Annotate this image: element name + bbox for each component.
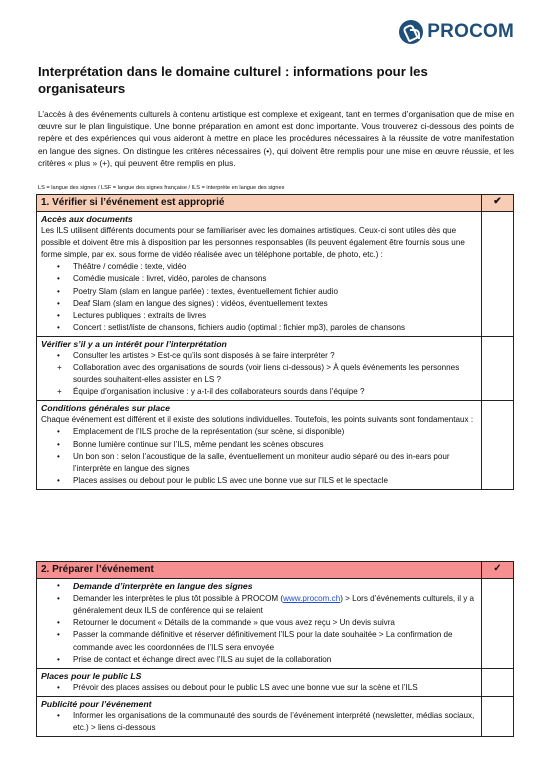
list-item: • Deaf Slam (slam en langue des signes) : vidéos, éventuellement textes	[57, 298, 328, 308]
interest-cell	[37, 336, 482, 400]
list-item: • Comédie musicale : livret, vidéo, paroles de chansons	[57, 274, 267, 284]
list-item: + Équipe d’organisation inclusive : y a-t-il des collaborateurs sourds dans l’équipe ?	[57, 387, 365, 397]
list-item: • Informer les organisations de la communauté des sourds de l’événement interprété (newsletter, médias sociaux, etc.) > liens ci-dessous	[57, 710, 475, 732]
conditions-text: Chaque événement est différent et il existe des solutions individuelles. Toutefois, les points suivants sont fondamentaux :	[41, 415, 474, 425]
check-cell[interactable]	[482, 212, 514, 337]
list-item: • Lectures publiques : extraits de livres	[57, 310, 207, 320]
seating-list	[41, 682, 478, 694]
check-cell[interactable]	[482, 401, 514, 490]
section-2-table	[36, 561, 514, 737]
list-item: • Places assises ou debout pour le public LS avec une bonne vue sur l’ILS et le spectacle	[57, 475, 388, 485]
interest-list	[41, 350, 478, 398]
seating-heading: Places pour le public LS	[41, 670, 142, 681]
list-item: • Poetry Slam (slam en langue parlée) : textes, éventuellement fichier audio	[57, 286, 338, 296]
procom-link[interactable]: www.procom.ch	[283, 594, 341, 604]
advertising-list	[41, 710, 478, 734]
hand-logo-icon	[399, 20, 423, 44]
documents-heading: Accès aux documents	[41, 214, 133, 225]
abbreviation-legend: LS = langue des signes / LSF = langue des signes française / ILS = interprète en langue des signes	[38, 185, 285, 191]
page-title: Interprétation dans le domaine culturel : informations pour les organisateurs	[38, 64, 428, 96]
checkmark-icon: ✓	[493, 563, 502, 574]
check-cell[interactable]	[482, 696, 514, 736]
intro-paragraph: L’accès à des événements culturels à contenu artistique est complexe et exigeant, tant en termes d’organisation que de mise en œuvre sur le plan linguistique. Une bonne préparation en amont est donc importante. Vous trouverez ci-dessous des points de repère et des expériences qui vous aideront à mettre en place les procédures nécessaires à la réussite de votre manifestation en langue des signes. On distingue les critères nécessaires (•), qui doivent être remplis pour une mise en œuvre réussie, et les critères « plus » (+), qui peuvent être remplis en plus.	[38, 109, 514, 168]
conditions-cell	[37, 401, 482, 490]
conditions-heading: Conditions générales sur place	[41, 403, 170, 414]
list-item: • Demander les interprètes le plus tôt possible à PROCOM (www.procom.ch) > Lors d’événements culturels, il y a généralement deux ILS de conférence qui se relaient	[57, 594, 475, 616]
list-item: • Théâtre / comédie : texte, vidéo	[57, 262, 187, 272]
checkmark-icon: ✔	[493, 196, 502, 207]
advertising-heading: Publicité pour l’événement	[41, 698, 152, 709]
list-item: • Emplacement de l’ILS proche de la représentation (sur scène, si disponible)	[57, 427, 345, 437]
check-cell[interactable]	[482, 579, 514, 669]
section-2-title: 2. Préparer l’événement	[41, 564, 154, 575]
section-2-check-cell	[482, 562, 514, 579]
advertising-cell	[37, 696, 482, 736]
list-item: • Prévoir des places assises ou debout pour le public LS avec une bonne vue sur la scène et l’ILS	[57, 682, 418, 692]
list-item: • Passer la commande définitive et réserver définitivement l’ILS pour la date souhaitée > La confirmation de commande avec les coordonnées de l’ILS sera envoyée	[57, 630, 453, 652]
list-item: • Concert : setlist/liste de chansons, fichiers audio (optimal : fichier mp3), paroles de chansons	[57, 322, 406, 332]
list-item: • Consulter les artistes > Est-ce qu’ils sont disposés à se faire interpréter ?	[57, 350, 335, 360]
check-cell[interactable]	[482, 668, 514, 696]
interpreter-request-cell	[37, 579, 482, 669]
list-item: • Bonne lumière continue sur l’ILS, même pendant les scènes obscures	[57, 439, 324, 449]
section-1-check-cell	[482, 195, 514, 212]
interpreter-request-heading: Demande d’interprète en langue des signes	[73, 581, 253, 592]
list-item: • Retourner le document « Détails de la commande » que vous avez reçu > Un devis suivra	[57, 618, 395, 628]
seating-cell	[37, 668, 482, 696]
documents-cell	[37, 212, 482, 337]
list-item: • Prise de contact et échange direct avec l’ILS au sujet de la collaboration	[57, 654, 332, 664]
section-1-table	[36, 194, 514, 490]
interpreter-request-list	[41, 580, 478, 666]
conditions-list	[41, 426, 478, 486]
list-item: + Collaboration avec des organisations de sourds (voir liens ci-dessous) > À quels événements les personnes sourdes souhaitent-elles assister en LS ?	[57, 363, 460, 385]
list-item: • Demande d’interprète en langue des signes	[57, 581, 253, 592]
documents-list	[41, 261, 478, 334]
list-item: • Un bon son : selon l’acoustique de la salle, éventuellement un moniteur audio séparé ou des in-ears pour l’interprète en langue des signes	[57, 451, 450, 473]
interest-heading: Vérifier s’il y a un intérêt pour l’interprétation	[41, 338, 227, 349]
section-2-header	[37, 562, 482, 579]
section-1-title: 1. Vérifier si l’événement est approprié	[41, 197, 225, 208]
documents-text: Les ILS utilisent différents documents pour se familiariser avec les domaines artistiques. Ceux-ci sont utiles dès que possible et doivent être mis à disposition par les personnes responsables (ils peuvent également être fournis sous une forme simple, par ex. sous forme de vidéo réalisée avec un téléphone portable, de photo, etc.) :	[41, 226, 465, 260]
section-1-header	[37, 195, 482, 212]
logo-text: PROCOM	[427, 21, 514, 42]
procom-logo	[399, 20, 514, 44]
check-cell[interactable]	[482, 336, 514, 400]
